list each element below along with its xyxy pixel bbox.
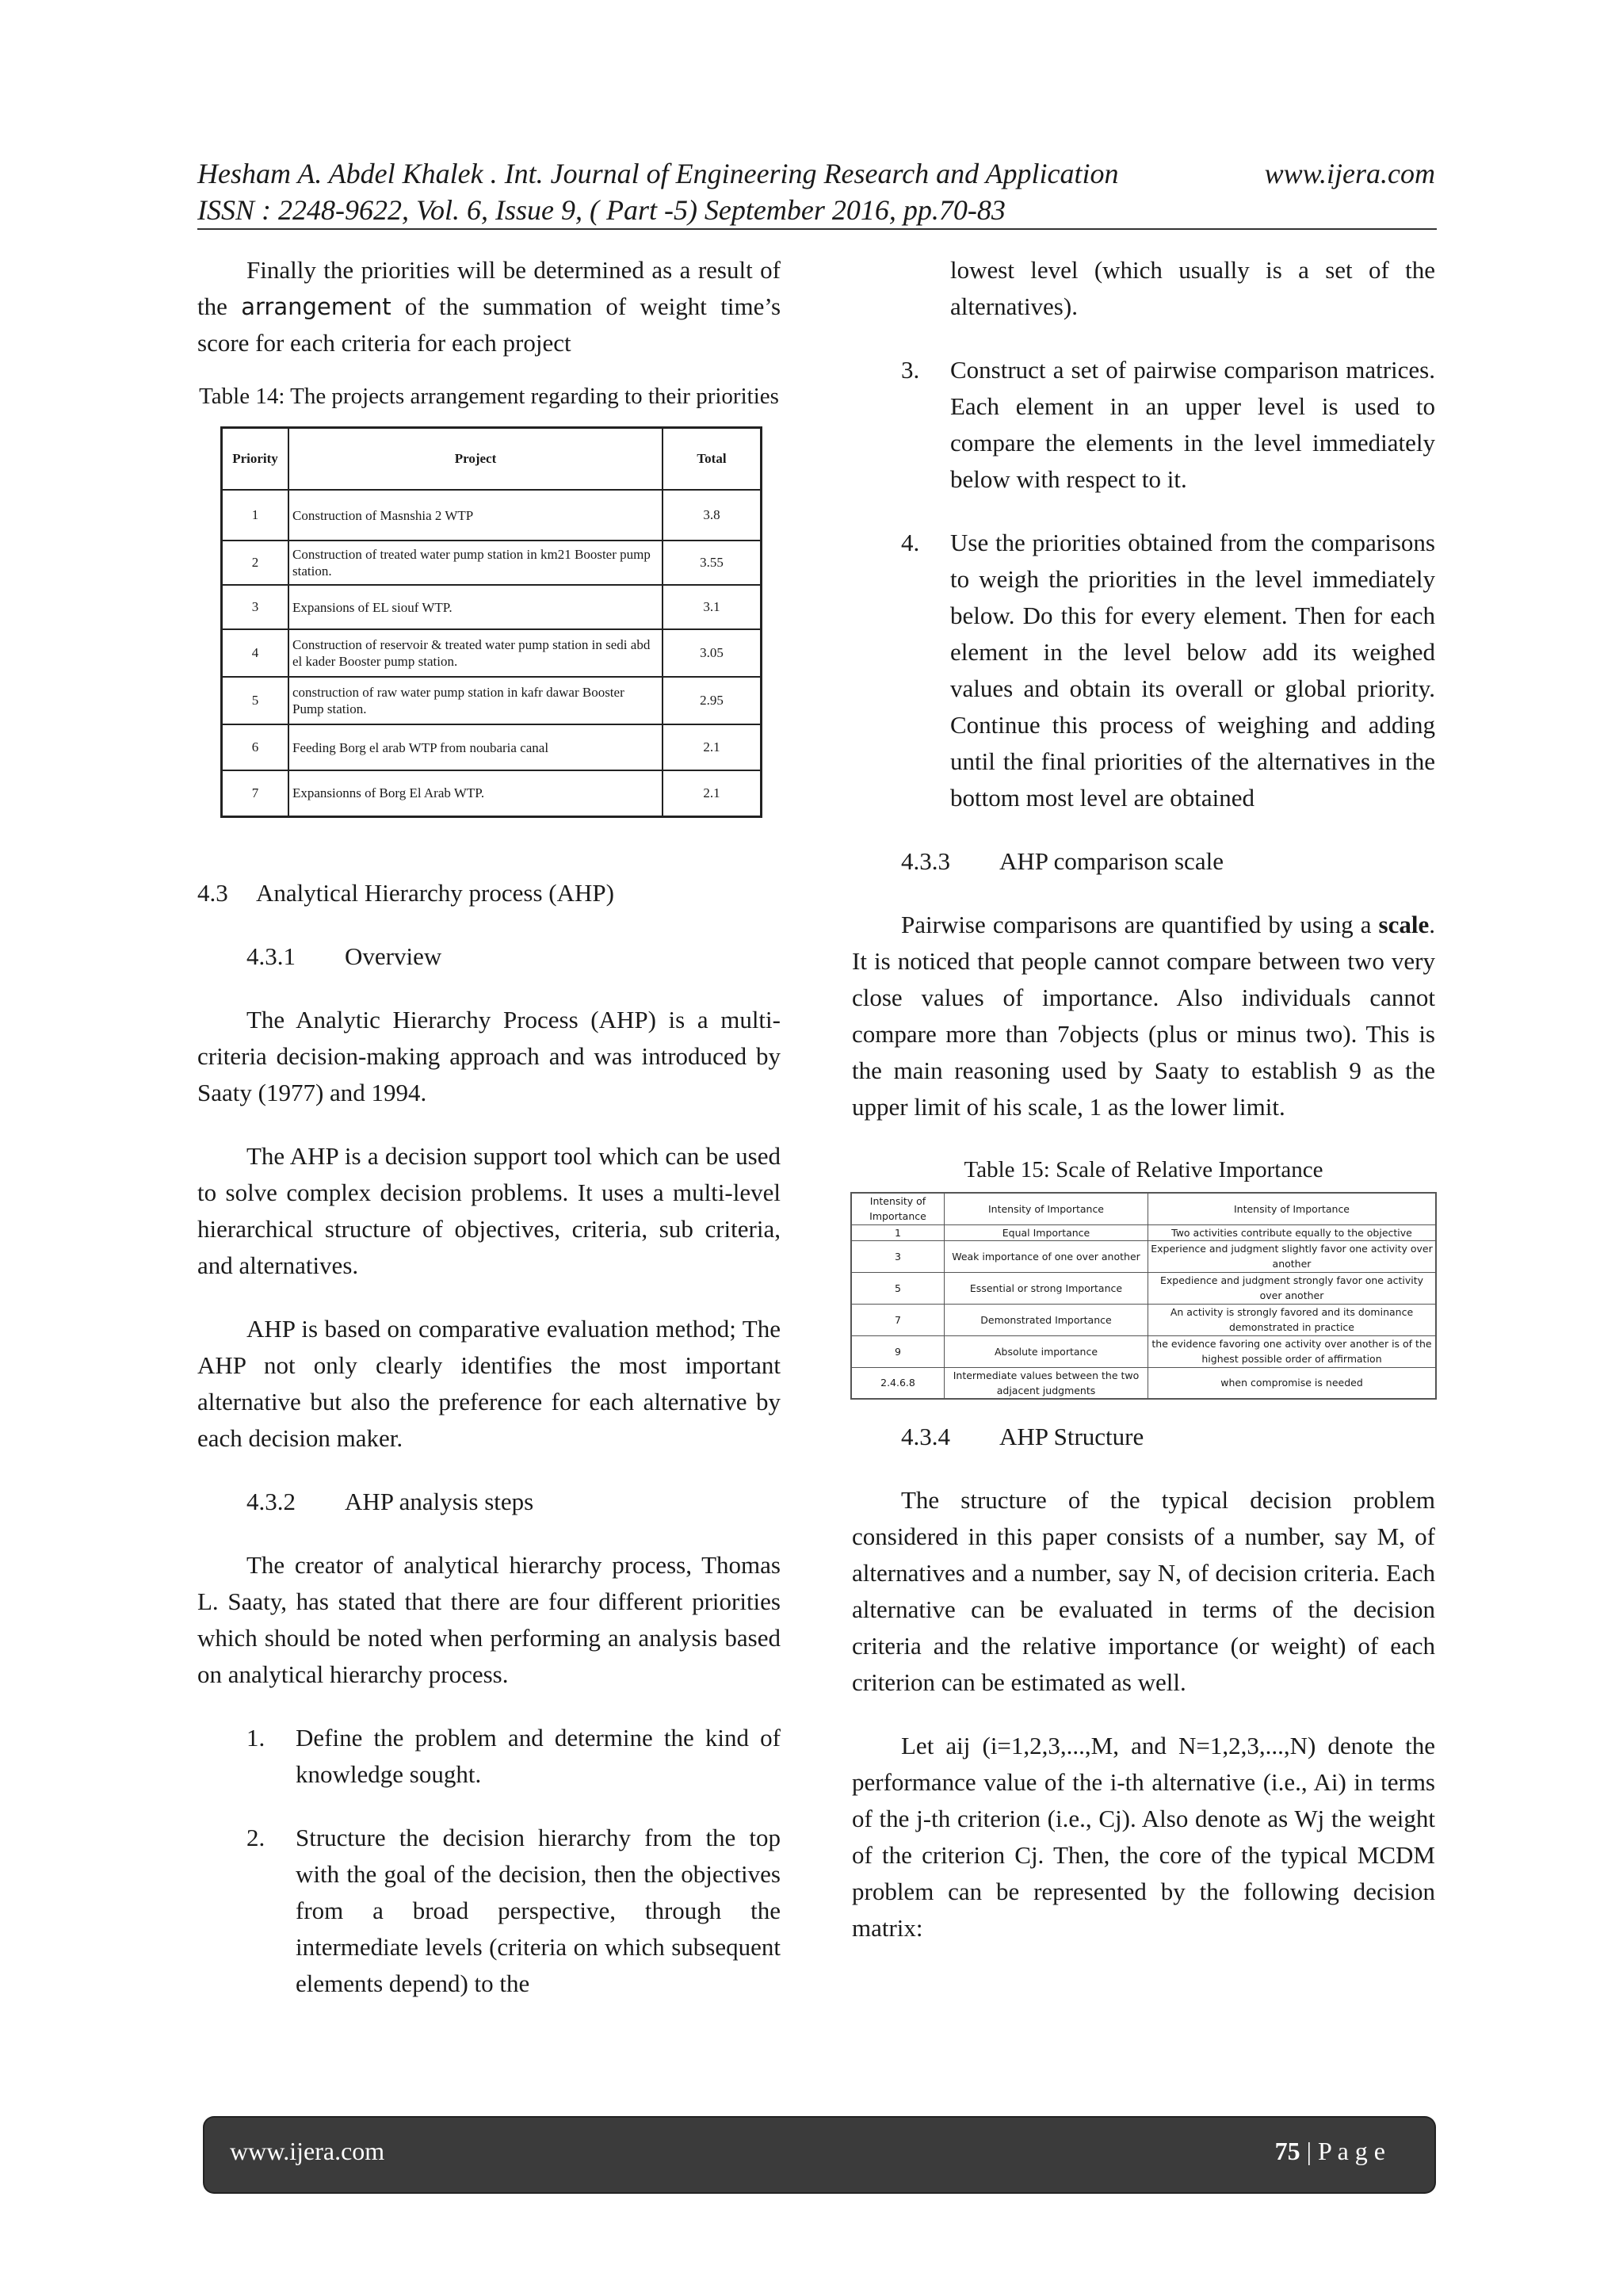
- paragraph-overview: The Analytic Hierarchy Process (AHP) is a multi-criteria decision-making approach and was introduced by Saaty (1977) and 1994.: [197, 1005, 781, 1106]
- section-heading-4-3-1: 4.3.1 Overview: [246, 942, 442, 970]
- table14-caption: Table 14: The projects arrangement regarding to their priorities: [199, 384, 779, 409]
- header-issn: ISSN : 2248-9622, Vol. 6, Issue 9, ( Part -5) September 2016, pp.70-83: [197, 194, 1006, 226]
- col-project: Project: [288, 428, 663, 491]
- page-footer: [204, 2118, 1434, 2192]
- table-row: 4 Construction of reservoir & treated water pump station in sedi abd el kader Booster pump station. 3.05: [222, 629, 762, 677]
- list-item: 1. Define the problem and determine the kind of knowledge sought.: [246, 1723, 781, 1788]
- table-row: 3 Weak importance of one over another Experience and judgment slightly favor one activity over another: [851, 1240, 1436, 1272]
- table-row: 7 Expansionns of Borg El Arab WTP. 2.1: [222, 770, 762, 816]
- section-heading-4-3-2: 4.3.2 AHP analysis steps: [246, 1487, 534, 1515]
- table14: [220, 426, 762, 818]
- list-item-continued: lowest level (which usually is a set of the alternatives).: [950, 256, 1435, 320]
- running-header: [197, 155, 1435, 228]
- table-row: 5 Essential or strong Importance Expedience and judgment strongly favor one activity over another: [851, 1272, 1436, 1304]
- list-item: 4. Use the priorities obtained from the comparisons to weigh the priorities in the level immediately below. Do this for every element. Then for each element in the level below add its weighed values and obtain its overall or global priority. Continue this process of weighing and adding until the final priorities of the alternatives in the bottom most level are obtained: [901, 529, 1435, 812]
- left-column: [197, 252, 781, 2002]
- paragraph-creator: The creator of analytical hierarchy process, Thomas L. Saaty, has stated that there are four different priorities which should be noted when performing an analysis based on analytical hierarchy process.: [197, 1550, 781, 1688]
- paragraph-pairwise: Pairwise comparisons are quantified by using a scale. It is noticed that people cannot compare between two very close values of importance. Also individuals cannot compare more than 7objects (plus or minus two). This is the main reasoning used by Saaty to establish 9 as the upper limit of his scale, 1 as the lower limit.: [852, 911, 1435, 1121]
- table-row: 7 Demonstrated Importance An activity is strongly favored and its dominance demonstrated in practice: [851, 1304, 1436, 1335]
- paragraph-decision-matrix: Let aij (i=1,2,3,...,M, and N=1,2,3,...,N) denote the performance value of the i-th alternative (i.e., Ai) in terms of the j-th criterion (i.e., Cj). Also denote as Wj the weight of the criterion Cj. Then, the core of the typical MCDM problem can be represented by the following decision matrix:: [852, 1732, 1435, 1942]
- header-journal: Hesham A. Abdel Khalek . Int. Journal of Engineering Research and Application: [197, 158, 1119, 189]
- section-heading-4-3-4: 4.3.4 AHP Structure: [901, 1423, 1144, 1450]
- section-heading-4-3: 4.3 Analytical Hierarchy process (AHP): [197, 878, 614, 907]
- table-row: 1 Equal Importance Two activities contribute equally to the objective: [851, 1224, 1436, 1240]
- paragraph-comparative: AHP is based on comparative evaluation method; The AHP not only clearly identifies the most important alternative but also the preference for each alternative by each decision maker.: [197, 1314, 781, 1452]
- col-total: Total: [663, 428, 762, 491]
- table-row: 1 Construction of Masnshia 2 WTP 3.8: [222, 490, 762, 541]
- list-item: 3. Construct a set of pairwise comparison matrices. Each element in an upper level is used to compare the elements in the level immediately below with respect to it.: [901, 356, 1435, 493]
- right-column: [852, 252, 1435, 1946]
- table15: [850, 1192, 1437, 1400]
- header-website: www.ijera.com: [1264, 158, 1435, 189]
- page-number: 75 | P a g e: [1274, 2137, 1385, 2165]
- intro-paragraph: Finally the priorities will be determined as a result of the arrangement of the summation of weight time’s score for each criteria for each project: [197, 256, 781, 357]
- paragraph-decision-support: The AHP is a decision support tool which can be used to solve complex decision problems. It uses a multi-level hierarchical structure of objectives, criteria, sub criteria, and alternatives.: [197, 1141, 781, 1279]
- table-header-row: [222, 428, 762, 491]
- table-row: 3 Expansions of EL siouf WTP. 3.1: [222, 585, 762, 629]
- paragraph-structure: The structure of the typical decision problem considered in this paper consists of a number, say M, of alternatives and a number, say N, of decision criteria. Each alternative can be evaluated in terms of the decision criteria and the relative importance (or weight) of each criterion can be estimated as well.: [852, 1486, 1435, 1696]
- col-priority: Priority: [222, 428, 289, 491]
- table-header-row: Intensity of Importance Intensity of Importance Intensity of Importance: [851, 1193, 1436, 1224]
- table15-caption: Table 15: Scale of Relative Importance: [964, 1157, 1323, 1182]
- table-row: 5 construction of raw water pump station in kafr dawar Booster Pump station. 2.95: [222, 677, 762, 724]
- header-divider: [197, 228, 1437, 230]
- list-item: 2. Structure the decision hierarchy from the top with the goal of the decision, then the objectives from a broad perspective, through the intermediate levels (criteria on which subsequent elements depend) to the: [246, 1823, 781, 1997]
- footer-website: www.ijera.com: [230, 2137, 385, 2165]
- table-row: 9 Absolute importance the evidence favoring one activity over another is of the highest possible order of affirmation: [851, 1335, 1436, 1367]
- section-heading-4-3-3: 4.3.3 AHP comparison scale: [901, 847, 1224, 875]
- table-row: 2.4.6.8 Intermediate values between the two adjacent judgments when compromise is needed: [851, 1367, 1436, 1399]
- table-row: 6 Feeding Borg el arab WTP from noubaria canal 2.1: [222, 724, 762, 770]
- table-row: 2 Construction of treated water pump station in km21 Booster pump station. 3.55: [222, 541, 762, 585]
